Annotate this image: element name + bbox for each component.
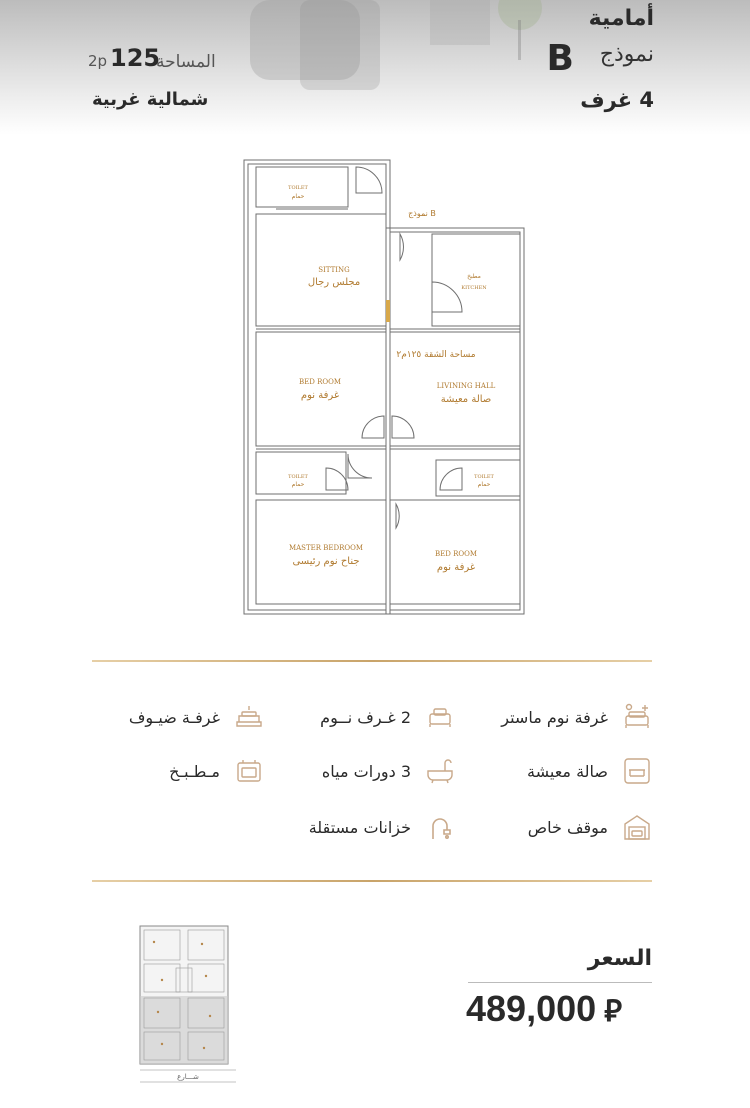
kitchen-icon bbox=[234, 756, 264, 786]
feature-water-tanks bbox=[309, 812, 455, 842]
garage-icon bbox=[622, 812, 652, 842]
feature-bathrooms bbox=[322, 756, 455, 786]
room-en-label: SITTING bbox=[318, 266, 350, 274]
area-value: 125 bbox=[110, 44, 161, 72]
room-ar-label: حمام bbox=[291, 481, 305, 488]
feature-living-hall bbox=[527, 756, 652, 786]
room-ar-label: صالة معيشة bbox=[440, 394, 492, 405]
feature-label: خزانات مستقلة bbox=[308, 817, 411, 837]
section-divider bbox=[92, 880, 652, 882]
model-label: نموذج bbox=[599, 42, 654, 67]
area-unit: 2p bbox=[88, 52, 108, 70]
tap-icon bbox=[425, 812, 455, 842]
rooms-count: 4 غرف bbox=[580, 88, 654, 112]
room-ar-label: مطبخ bbox=[467, 273, 481, 280]
model-letter: B bbox=[546, 38, 574, 79]
feature-label: غرفة نوم ماستر bbox=[501, 707, 608, 727]
room-ar-label: جناح نوم رئيسى bbox=[292, 556, 360, 567]
room-en-label: BED ROOM bbox=[434, 550, 478, 558]
street-label: شـــارع bbox=[177, 1073, 199, 1081]
building-site-plan bbox=[136, 924, 240, 1084]
feature-label: صالة معيشة bbox=[527, 761, 608, 781]
feature-bedrooms bbox=[320, 702, 455, 732]
feature-label: غرفـة ضيـوف bbox=[128, 707, 220, 727]
price-value bbox=[466, 988, 622, 1030]
room-ar-label: غرفة نوم bbox=[436, 562, 476, 573]
feature-label: موقف خاص bbox=[527, 817, 608, 837]
room-ar-label: غرفة نوم bbox=[300, 390, 340, 401]
feature-guest-room bbox=[129, 702, 264, 732]
price-label: السعر bbox=[587, 946, 652, 971]
guest-room-icon bbox=[234, 702, 264, 732]
price-amount: 489,000 bbox=[466, 988, 597, 1029]
master-bedroom-icon bbox=[622, 702, 652, 732]
feature-kitchen bbox=[169, 756, 264, 786]
bathtub-icon bbox=[425, 756, 455, 786]
unit-orientation-title: أمامية bbox=[588, 6, 654, 31]
floor-plan bbox=[236, 152, 536, 622]
apartment-area-note: مساحة الشقة ١٢٥م٢ bbox=[396, 350, 476, 360]
price-divider bbox=[468, 982, 652, 983]
room-en-label: LIVINING HALL bbox=[436, 382, 496, 390]
room-ar-label: حمام bbox=[291, 193, 305, 200]
bed-icon bbox=[425, 702, 455, 732]
area-label: المساحة bbox=[156, 52, 216, 72]
room-en-label: KITCHEN bbox=[461, 285, 487, 291]
room-ar-label: مجلس رجال bbox=[307, 277, 361, 288]
feature-label: مـطـبـخ bbox=[169, 761, 220, 781]
feature-parking bbox=[528, 812, 652, 842]
section-divider bbox=[92, 660, 652, 662]
feature-label: 3 دورات مياه bbox=[321, 761, 411, 781]
room-en-label: TOILET bbox=[288, 185, 308, 191]
feature-master-bedroom bbox=[501, 702, 652, 732]
model-tag: نموذج B bbox=[408, 209, 436, 218]
room-en-label: TOILET bbox=[474, 474, 494, 480]
feature-label: 2 غـرف نــوم bbox=[320, 707, 411, 727]
room-en-label: MASTER BEDROOM bbox=[288, 544, 364, 552]
room-en-label: TOILET bbox=[288, 474, 308, 480]
sofa-icon bbox=[622, 756, 652, 786]
room-en-label: BED ROOM bbox=[298, 378, 342, 386]
room-ar-label: حمام bbox=[477, 481, 491, 488]
unit-direction: شمالية غربية bbox=[92, 89, 209, 110]
header-banner bbox=[0, 0, 750, 135]
riyal-currency-icon: ⃁ bbox=[604, 995, 622, 1028]
